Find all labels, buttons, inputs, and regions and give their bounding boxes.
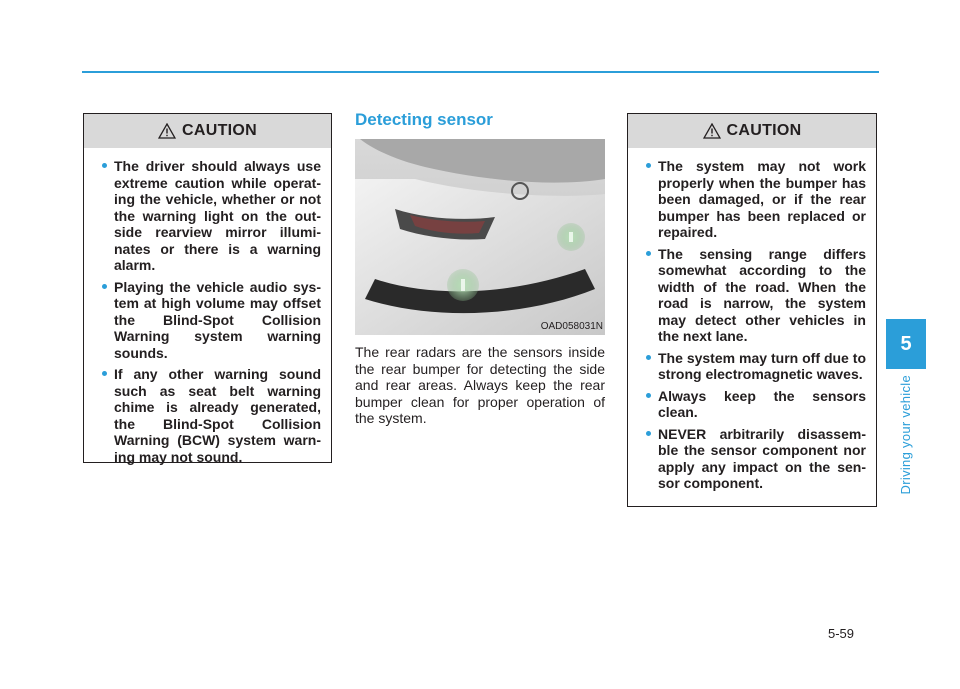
rear-bumper-sensor-figure (355, 139, 605, 335)
warning-triangle-icon (158, 123, 176, 139)
caution-list (84, 148, 331, 465)
caution-header (84, 114, 331, 148)
caution-item: The driver should always use extreme caution while operat-ing the vehicle, whether or not the warning light on the out-side rearview mirror illumi-nates or there is a warning alarm. (102, 158, 321, 274)
header-rule (82, 71, 879, 73)
caution-item: Playing the vehicle audio sys-tem at high volume may offset the Blind-Spot Collision Warning system warning sounds. (102, 279, 321, 362)
caution-item: The sensing range differs somewhat according to the width of the road. When the road is narrow, the system may detect other vehicles in the next lane. (646, 246, 866, 345)
caution-item: Always keep the sensors clean. (646, 388, 866, 421)
caution-item: NEVER arbitrarily disassem-ble the sensor component nor apply any impact on the sen-sor component. (646, 426, 866, 492)
caution-header (628, 114, 876, 148)
body-paragraph: The rear radars are the sensors inside the rear bumper for detecting the side and rear areas. Always keep the rear bumper clean for proper operation of the system. (355, 344, 605, 426)
page-number: 5-59 (828, 626, 855, 641)
caution-heading: CAUTION (182, 122, 257, 139)
car-rear-illustration (355, 139, 605, 335)
right-caution-box (627, 113, 877, 507)
chapter-name-label: Driving your vehicle (898, 375, 913, 495)
left-caution-box (83, 113, 332, 463)
section-title: Detecting sensor (355, 110, 493, 129)
caution-heading: CAUTION (726, 122, 802, 139)
caution-list (628, 148, 876, 492)
caution-item: The system may not work properly when the bumper has been damaged, or if the rear bumper has been replaced or repaired. (646, 158, 866, 241)
warning-triangle-icon (703, 123, 721, 139)
caution-item: If any other warning sound such as seat belt warning chime is already generated, the Blind-Spot Collision Warning (BCW) system warn-ing may not sound. (102, 366, 321, 465)
caution-item: The system may turn off due to strong electromagnetic waves. (646, 350, 866, 383)
figure-code: OAD058031N (540, 321, 603, 332)
chapter-tab: 5 (886, 319, 926, 369)
